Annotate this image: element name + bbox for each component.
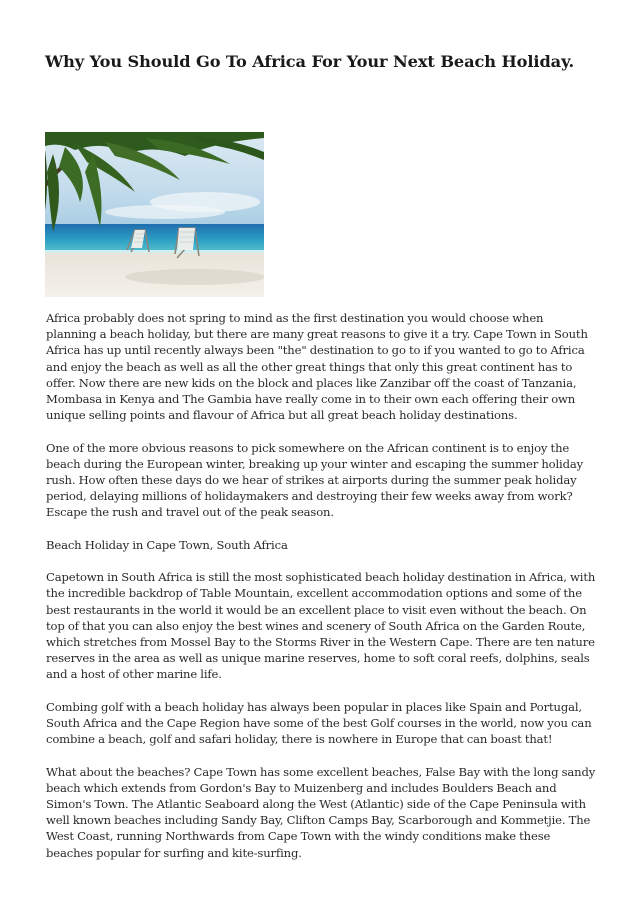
paragraph-winter: One of the more obvious reasons to pick somewhere on the African continent is to enjoy the beach during the European winter, breaking up your winter and escaping the summer holiday rush. How often these days do we hear of strikes at airports during the summer peak holiday period, delaying millions of holidaymakers and destroying their few weeks away from work? Escape the rush and travel out of the peak season. [46,440,584,520]
page-title: Why You Should Go To Africa For Your Next Beach Holiday. [45,52,575,71]
paragraph-golf: Combing golf with a beach holiday has always been popular in places like Spain and Portugal, South Africa and the Cape Region have some of the best Golf courses in the world, now you can combine a beach, golf and safari holiday, there is nowhere in Europe that can boast that! [46,699,592,747]
paragraph-intro: Africa probably does not spring to mind as the first destination you would choose when planning a beach holiday, but there are many great reasons to give it a try. Cape Town in South Africa has up until recently always been "the" destination to go to if you wanted to go to Africa and enjoy the beach as well as all the other great things that only this great continent has to offer. Now there are new kids on the block and places like Zanzibar off the coast of Tanzania, Mombasa in Kenya and The Gambia have really come in to their own each offering their own unique selling points and flavour of Africa but all great beach holiday destinations. [46,311,588,423]
beach-photo [45,132,264,297]
article-body [46,310,596,877]
paragraph-cape-town: Capetown in South Africa is still the most sophisticated beach holiday destination in Africa, with the incredible backdrop of Table Mountain, excellent accommodation options and some of the best restaurants in the world it would be an excellent place to visit even without the beach. On top of that you can also enjoy the best wines and scenery of South Africa on the Garden Route, which stretches from Mossel Bay to the Storms River in the Western Cape. There are ten nature reserves in the area as well as unique marine reserves, home to soft coral reefs, dolphins, seals and a host of other marine life. [46,570,596,682]
section-heading-cape-town: Beach Holiday in Cape Town, South Africa [46,537,288,552]
paragraph-beaches: What about the beaches? Cape Town has some excellent beaches, False Bay with the long sandy beach which extends from Gordon's Bay to Muizenberg and includes Boulders Beach and Simon's Town. The Atlantic Seaboard along the West (Atlantic) side of the Cape Peninsula with well known beaches including Sandy Bay, Clifton Camps Bay, Scarborough and Kommetjie. The West Coast, running Northwards from Cape Town with the windy conditions make these beaches popular for surfing and kite-surfing. [46,764,596,860]
